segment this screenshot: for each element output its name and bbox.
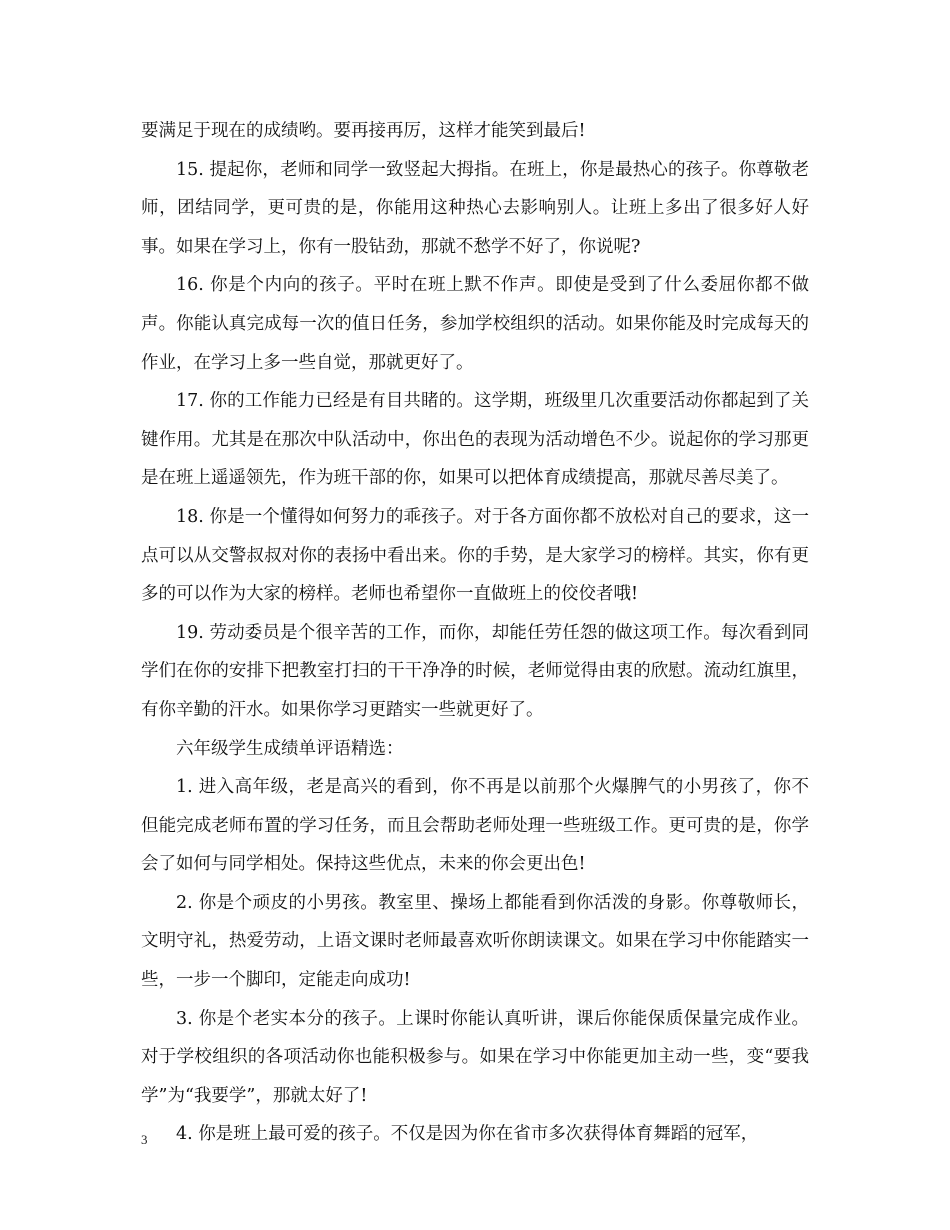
document-body <box>141 112 809 1154</box>
section-heading: 六年级学生成绩单评语精选： <box>176 738 404 759</box>
paragraph-comment-2: 2. 你是个顽皮的小男孩。教室里、操场上都能看到你活泼的身影。你尊敬师长，文明守礼，热爱劳动，上语文课时老师最喜欢听你朗读课文。如果在学习中你能踏实一些，一步一个脚印，定能走向成功! <box>141 892 809 991</box>
paragraph-comment-1: 1. 进入高年级，老是高兴的看到，你不再是以前那个火爆脾气的小男孩了，你不但能完成老师布置的学习任务，而且会帮助老师处理一些班级工作。更可贵的是，你学会了如何与同学相处。保持这些优点，未来的你会更出色! <box>141 777 809 875</box>
paragraph-comment-16: 16. 你是个内向的孩子。平时在班上默不作声。即使是受到了什么委屈你都不做声。你能认真完成每一次的值日任务，参加学校组织的活动。如果你能及时完成每天的作业，在学习上多一些自觉，那就更好了。 <box>141 275 809 373</box>
page-number: 3 <box>141 1132 148 1147</box>
paragraph-comment-19: 19. 劳动委员是个很辛苦的工作，而你，却能任劳任怨的做这项工作。每次看到同学们在你的安排下把教室打扫的干干净净的时候，老师觉得由衷的欣慰。流动红旗里，有你辛勤的汗水。如果你学习更踏实一些就更好了。 <box>141 622 809 720</box>
paragraph-comment-4: 4. 你是班上最可爱的孩子。不仅是因为你在省市多次获得体育舞蹈的冠军， <box>176 1124 759 1145</box>
paragraph-comment-15: 15. 提起你，老师和同学一致竖起大拇指。在班上，你是最热心的孩子。你尊敬老师，团结同学，更可贵的是，你能用这种热心去影响别人。让班上多出了很多好人好事。如果在学习上，你有一股钻劲，那就不愁学不好了，你说呢? <box>141 159 809 257</box>
paragraph-comment-3: 3. 你是个老实本分的孩子。上课时你能认真听讲，课后你能保质保量完成作业。对于学校组织的各项活动你也能积极参与。如果在学习中你能更加主动一些，变“要我学”为“我要学”，那就太好了! <box>141 1008 809 1106</box>
paragraph-continuation: 要满足于现在的成绩哟。要再接再厉，这样才能笑到最后! <box>141 121 586 141</box>
paragraph-comment-17: 17. 你的工作能力已经是有目共睹的。这学期，班级里几次重要活动你都起到了关键作用。尤其是在那次中队活动中，你出色的表现为活动增色不少。说起你的学习那更是在班上遥遥领先，作为班干部的你，如果可以把体育成绩提高，那就尽善尽美了。 <box>141 391 809 489</box>
paragraph-comment-18: 18. 你是一个懂得如何努力的乖孩子。对于各方面你都不放松对自己的要求，这一点可以从交警叔叔对你的表扬中看出来。你的手势，是大家学习的榜样。其实，你有更多的可以作为大家的榜样。老师也希望你一直做班上的佼佼者哦! <box>141 506 809 605</box>
